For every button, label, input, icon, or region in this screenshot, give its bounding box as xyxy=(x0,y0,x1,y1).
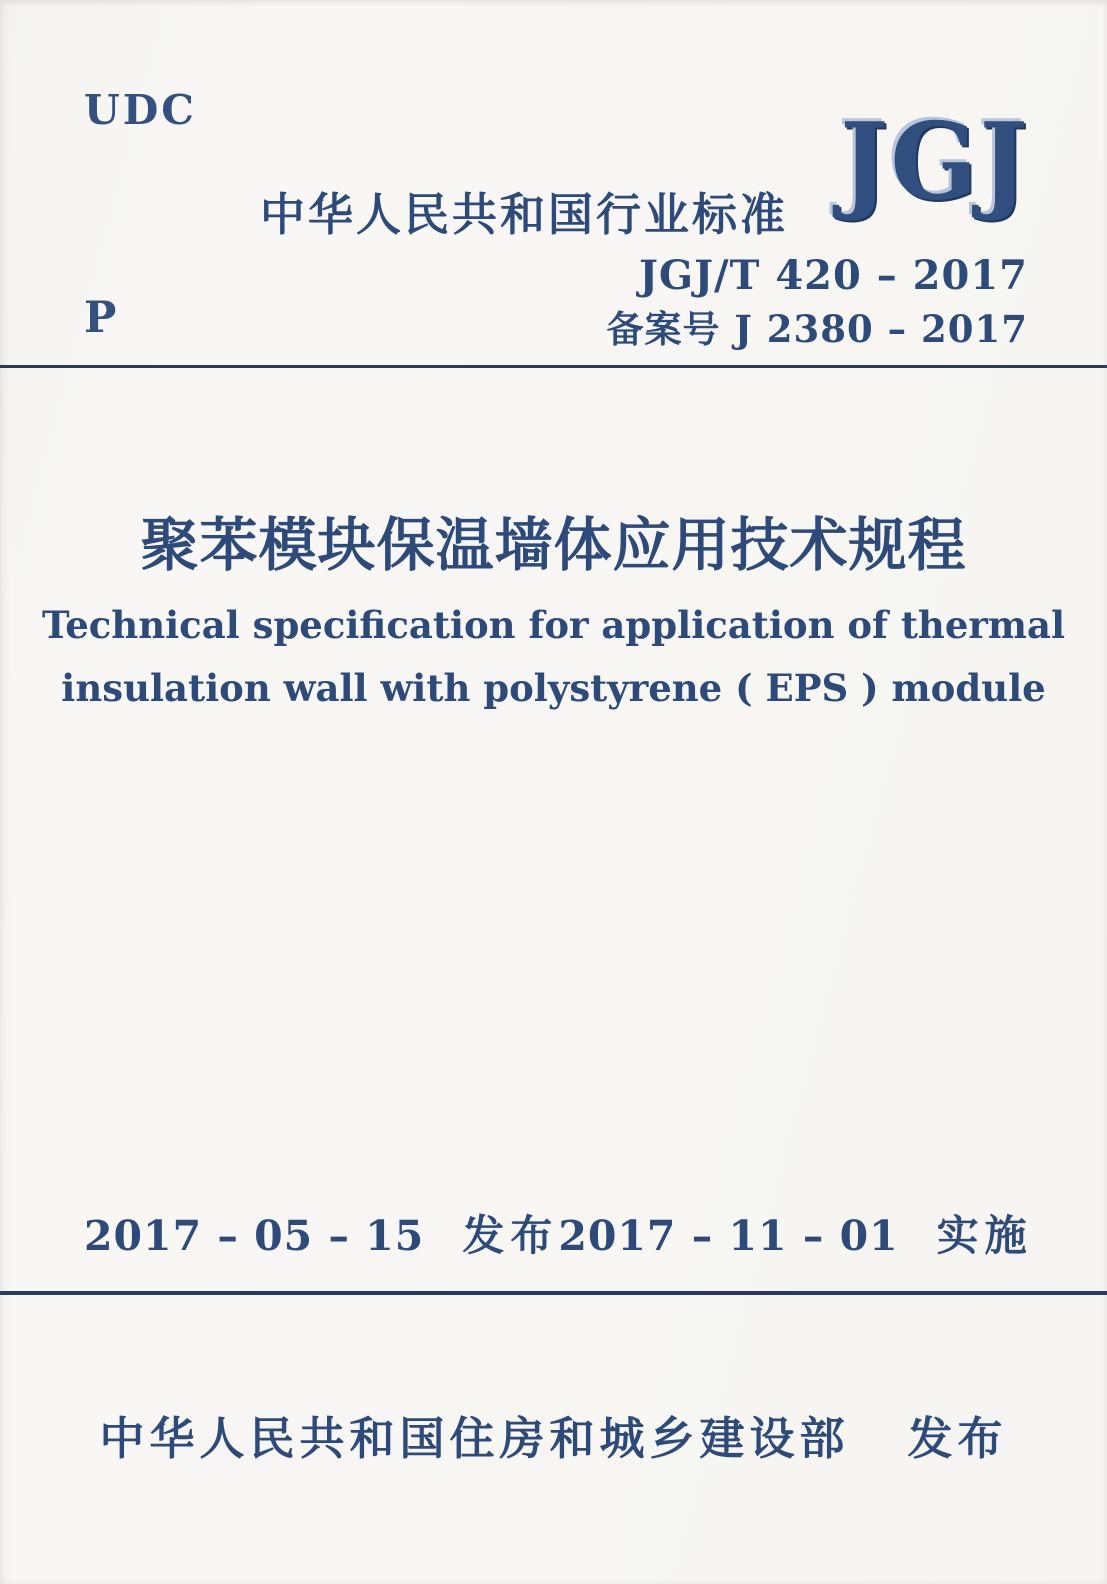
publisher-row xyxy=(0,1402,1107,1467)
dates-row xyxy=(84,1203,1033,1263)
implementation-date-group xyxy=(558,1203,1032,1263)
standard-category-heading: 中华人民共和国行业标准 xyxy=(260,188,789,241)
standard-code: JGJ/T 420 – 2017 xyxy=(639,252,1028,299)
title-english-line2: insulation wall with polystyrene ( EPS ) module xyxy=(61,666,1046,710)
issue-date: 2017 – 05 – 15 xyxy=(84,1212,425,1260)
issue-label: 发布 xyxy=(462,1211,559,1260)
header-divider-rule xyxy=(0,365,1107,368)
udc-label: UDC xyxy=(84,86,197,134)
title-english xyxy=(0,594,1107,720)
record-number: 备案号 J 2380 – 2017 xyxy=(606,307,1028,351)
title-chinese: 聚苯模块保温墙体应用技术规程 xyxy=(140,511,967,579)
jgj-logo: JGJ xyxy=(840,99,1030,225)
implementation-date: 2017 – 11 – 01 xyxy=(558,1212,899,1260)
issue-date-group xyxy=(84,1203,558,1263)
footer-divider-rule xyxy=(0,1291,1107,1295)
doc-type-code: P xyxy=(84,293,117,343)
publisher-name: 中华人民共和国住房和城乡建设部 xyxy=(99,1412,850,1465)
implementation-label: 实施 xyxy=(936,1211,1033,1260)
title-english-line1: Technical specification for application of thermal xyxy=(41,603,1066,647)
publish-action-label: 发布 xyxy=(907,1412,1008,1465)
